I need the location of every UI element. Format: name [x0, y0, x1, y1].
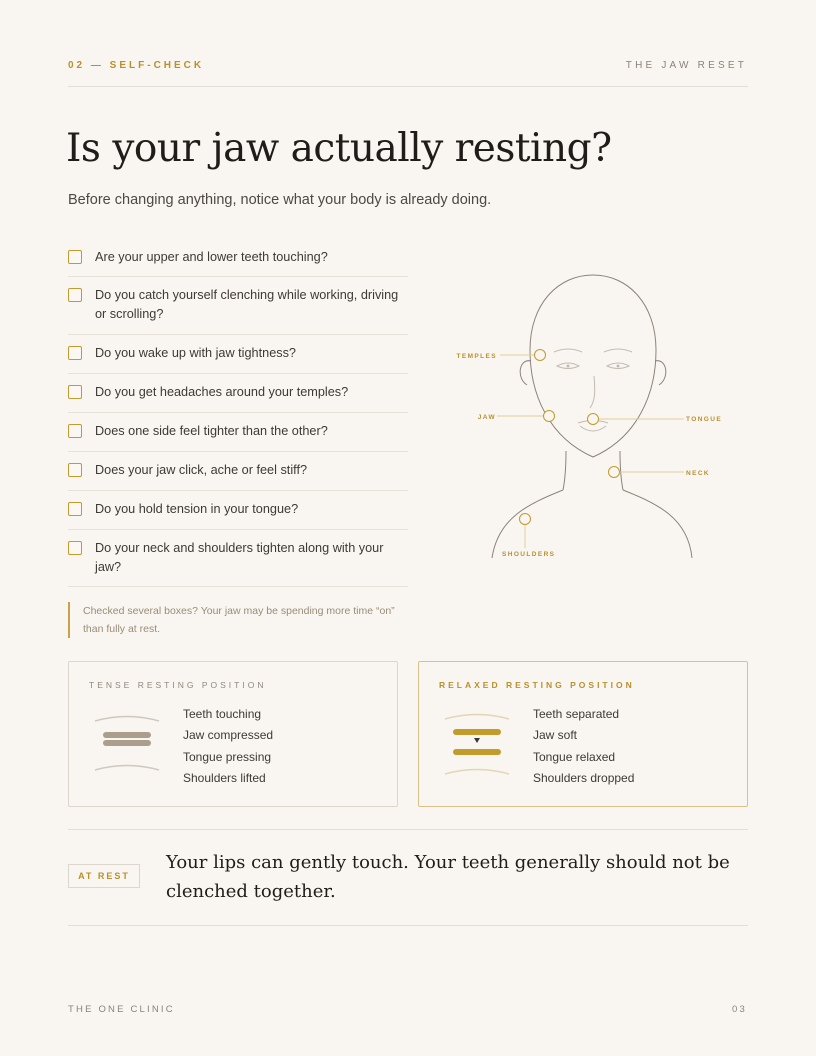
- shoulders-marker: [520, 514, 531, 525]
- at-rest-statement: Your lips can gently touch. Your teeth generally should not be clenched together.: [166, 852, 730, 902]
- checklist-item[interactable]: [68, 335, 408, 374]
- tense-items: [183, 704, 273, 789]
- checklist-item-label: Does your jaw click, ache or feel stiff?: [95, 463, 308, 477]
- jaw-anatomy-figure: [448, 268, 748, 564]
- relaxed-item: Teeth separated: [533, 707, 620, 721]
- page-number: 03: [732, 1004, 747, 1015]
- tense-item: Shoulders lifted: [183, 770, 266, 785]
- head-illustration: [448, 268, 748, 564]
- at-rest-badge: AT REST: [68, 864, 140, 888]
- self-check-list: [68, 238, 408, 587]
- right-shoulder: [623, 490, 692, 558]
- relaxed-item: Tongue relaxed: [533, 749, 616, 764]
- at-rest-section: [68, 829, 748, 926]
- jaw-marker: [544, 411, 555, 422]
- checklist-item[interactable]: [68, 413, 408, 452]
- relaxed-item: Shoulders dropped: [533, 770, 635, 785]
- checklist-item-label: Do you hold tension in your tongue?: [95, 502, 299, 516]
- jaw-label: JAW: [477, 414, 496, 421]
- checkbox[interactable]: [68, 385, 82, 399]
- footer-clinic: THE ONE CLINIC: [68, 1004, 175, 1015]
- checklist-item-label: Does one side feel tighter than the other?: [95, 424, 328, 438]
- checklist-item-label: Do you wake up with jaw tightness?: [95, 346, 296, 360]
- tongue-marker: [588, 414, 599, 425]
- left-ear: [520, 361, 531, 385]
- checklist-item[interactable]: [68, 238, 408, 277]
- page-title: Is your jaw actually resting?: [66, 126, 612, 171]
- relaxed-position-card: [418, 661, 748, 807]
- tense-item: Teeth touching: [183, 707, 262, 721]
- brand-label: THE JAW RESET: [625, 60, 747, 71]
- down-arrow-icon: [474, 738, 480, 743]
- checklist-item[interactable]: [68, 277, 408, 335]
- checkbox[interactable]: [68, 288, 82, 302]
- tongue-label: TONGUE: [686, 416, 723, 423]
- temples-marker: [535, 350, 546, 361]
- callout-note: Checked several boxes? Your jaw may be spending more time “on” than fully at rest.: [68, 602, 408, 638]
- relaxed-card-title: RELAXED RESTING POSITION: [439, 680, 635, 690]
- checklist-item-label: Do your neck and shoulders tighten along with your jaw?: [95, 541, 384, 574]
- checklist-item-label: Do you get headaches around your temples?: [95, 385, 349, 399]
- tense-position-card: [68, 661, 398, 807]
- header-divider: [68, 86, 748, 87]
- tense-item: Tongue pressing: [183, 749, 272, 764]
- checklist-item[interactable]: [68, 491, 408, 530]
- tense-item: Jaw compressed: [183, 728, 274, 743]
- section-label: 02 — SELF-CHECK: [68, 60, 205, 71]
- right-ear: [655, 361, 666, 385]
- at-rest-bottom-divider: [68, 925, 748, 926]
- temples-label: TEMPLES: [456, 353, 497, 360]
- neck-marker: [609, 467, 620, 478]
- relaxed-jaw-icon: [439, 709, 511, 779]
- shoulders-label: SHOULDERS: [502, 551, 556, 558]
- checklist-item-label: Are your upper and lower teeth touching?: [95, 250, 328, 264]
- checkbox[interactable]: [68, 346, 82, 360]
- tense-jaw-icon: [89, 709, 161, 779]
- relaxed-items: [533, 704, 634, 789]
- checkbox[interactable]: [68, 463, 82, 477]
- checkbox[interactable]: [68, 541, 82, 555]
- checkbox[interactable]: [68, 250, 82, 264]
- checklist-item[interactable]: [68, 530, 408, 587]
- relaxed-item: Jaw soft: [533, 728, 578, 743]
- checklist-item-label: Do you catch yourself clenching while working, driving or scrolling?: [95, 288, 399, 321]
- page-subtitle: Before changing anything, notice what your body is already doing.: [68, 192, 492, 208]
- tense-card-title: TENSE RESTING POSITION: [89, 680, 267, 690]
- checkbox[interactable]: [68, 424, 82, 438]
- checkbox[interactable]: [68, 502, 82, 516]
- neck-label: NECK: [686, 470, 711, 477]
- neck-left: [563, 451, 566, 490]
- neck-right: [620, 451, 623, 490]
- head-outline: [530, 275, 656, 457]
- checklist-item[interactable]: [68, 374, 408, 413]
- checklist-item[interactable]: [68, 452, 408, 491]
